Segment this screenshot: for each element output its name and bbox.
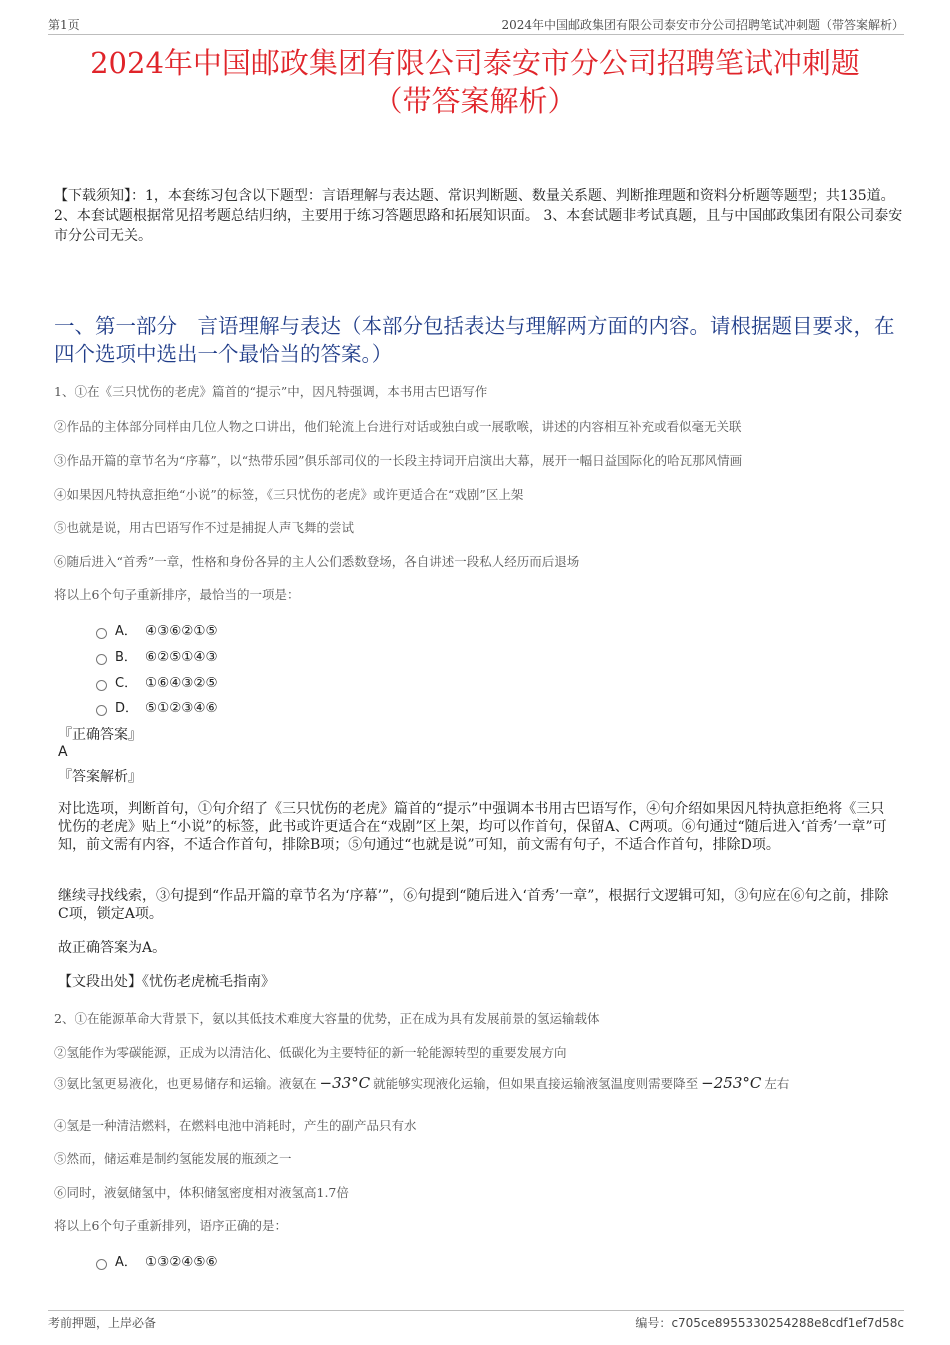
temperature-liquid-ammonia: −33°C [319, 1074, 371, 1092]
document-title [40, 44, 910, 120]
page-number: 第1页 [48, 18, 80, 32]
radio-icon[interactable] [96, 705, 107, 716]
document-code: 编号：c705ce8955330254288e8cdf1ef7d58c [635, 1316, 904, 1330]
radio-icon[interactable] [96, 1259, 107, 1270]
q1-line-4: ④如果因凡特执意拒绝“小说”的标签，《三只忧伤的老虎》或许更适合在“戏剧”区上架 [54, 487, 524, 502]
q1-line-5: ⑤也就是说，用古巴语写作不过是捕捉人声飞舞的尝试 [54, 520, 355, 535]
q1-option-b[interactable]: B． ⑥②⑤①④③ [96, 646, 218, 665]
analysis-heading: 『答案解析』 [58, 769, 142, 785]
passage-source: 【文段出处】《忧伤老虎梳毛指南》 [58, 974, 275, 990]
analysis-paragraph-2: 继续寻找线索，③句提到“作品开篇的章节名为‘序幕’”，⑥句提到“随后进入‘首秀’一章”，根据行文逻辑可知，③句应在⑥句之前，排除C项，锁定A项。 [58, 888, 889, 922]
footer-rule [48, 1310, 904, 1311]
download-notice: 【下载须知】：1，本套练习包含以下题型：言语理解与表达题、常识判断题、数量关系题、判断推理题和资料分析题等题型；共135道。 2、本套试题根据常见招考题总结归纳，主要用于练习答题思路和拓展知识面。 3、本套试题非考试真题，且与中国邮政集团有限公司泰安市分公司无关。 [54, 188, 903, 244]
q2-line-1: 2、①在能源革命大背景下，氨以其低技术难度大容量的优势，正在成为具有发展前景的氢运输载体 [54, 1011, 600, 1026]
q1-option-d[interactable]: D． ⑤①②③④⑥ [96, 697, 218, 716]
q1-prompt: 将以上6个句子重新排序，最恰当的一项是： [54, 587, 300, 602]
title-line-2: （带答案解析） [373, 84, 577, 118]
analysis-paragraph-1: 对比选项，判断首句，①句介绍了《三只忧伤的老虎》篇首的“提示”中强调本书用古巴语写作，④句介绍如果因凡特执意拒绝将《三只忧伤的老虎》贴上“小说”的标签，此书或许更适合在“戏剧”区上架，均可以作首句，保留A、C两项。⑥句通过“随后进入‘首秀’一章”可知，前文需有内容，不适合作首句，排除B项；⑤句通过“也就是说”可知，前文需有句子，不适合作首句，排除D项。 [58, 801, 887, 853]
title-line-1: 2024年中国邮政集团有限公司泰安市分公司招聘笔试冲刺题 [90, 46, 860, 80]
temperature-liquid-hydrogen: −253°C [701, 1074, 762, 1092]
header-rule [48, 34, 904, 35]
running-title: 2024年中国邮政集团有限公司泰安市分公司招聘笔试冲刺题（带答案解析） [501, 18, 904, 32]
radio-icon[interactable] [96, 654, 107, 665]
footer-slogan: 考前押题，上岸必备 [48, 1316, 157, 1330]
q2-line-5: ⑤然而，储运难是制约氢能发展的瓶颈之一 [54, 1151, 292, 1166]
q2-line-6: ⑥同时，液氨储氢中，体积储氢密度相对液氢高1.7倍 [54, 1185, 349, 1200]
answer-value: A [58, 744, 68, 760]
q1-line-6: ⑥随后进入“首秀”一章，性格和身份各异的主人公们悉数登场，各自讲述一段私人经历而后退场 [54, 554, 580, 569]
radio-icon[interactable] [96, 680, 107, 691]
q1-option-c[interactable]: C． ①⑥④③②⑤ [96, 672, 218, 691]
answer-heading: 『正确答案』 [58, 727, 142, 743]
q2-option-a[interactable]: A． ①③②④⑤⑥ [96, 1251, 218, 1270]
q1-line-3: ③作品开篇的章节名为“序幕”，以“热带乐园”俱乐部司仪的一长段主持词开启演出大幕，展开一幅日益国际化的哈瓦那风情画 [54, 453, 743, 468]
q2-line-4: ④氢是一种清洁燃料，在燃料电池中消耗时，产生的副产品只有水 [54, 1118, 417, 1133]
q1-line-2: ②作品的主体部分同样由几位人物之口讲出，他们轮流上台进行对话或独白或一展歌喉，讲述的内容相互补充或看似毫无关联 [54, 419, 742, 434]
analysis-paragraph-3: 故正确答案为A。 [58, 940, 167, 956]
q2-line-3: ③氨比氢更易液化，也更易储存和运输。液氨在 −33°C 就能够实现液化运输，但如果直接运输液氢温度则需要降至 −253°C 左右 [54, 1074, 790, 1092]
q1-option-a[interactable]: A． ④③⑥②①⑤ [96, 620, 218, 639]
q2-prompt: 将以上6个句子重新排列，语序正确的是： [54, 1218, 287, 1233]
section-title: 一、第一部分 言语理解与表达（本部分包括表达与理解两方面的内容。请根据题目要求，在四个选项中选出一个最恰当的答案。） [54, 314, 895, 366]
q2-line-2: ②氢能作为零碳能源，正成为以清洁化、低碳化为主要特征的新一轮能源转型的重要发展方向 [54, 1045, 567, 1060]
radio-icon[interactable] [96, 628, 107, 639]
q1-line-1: 1、①在《三只忧伤的老虎》篇首的“提示”中，因凡特强调，本书用古巴语写作 [54, 384, 488, 399]
